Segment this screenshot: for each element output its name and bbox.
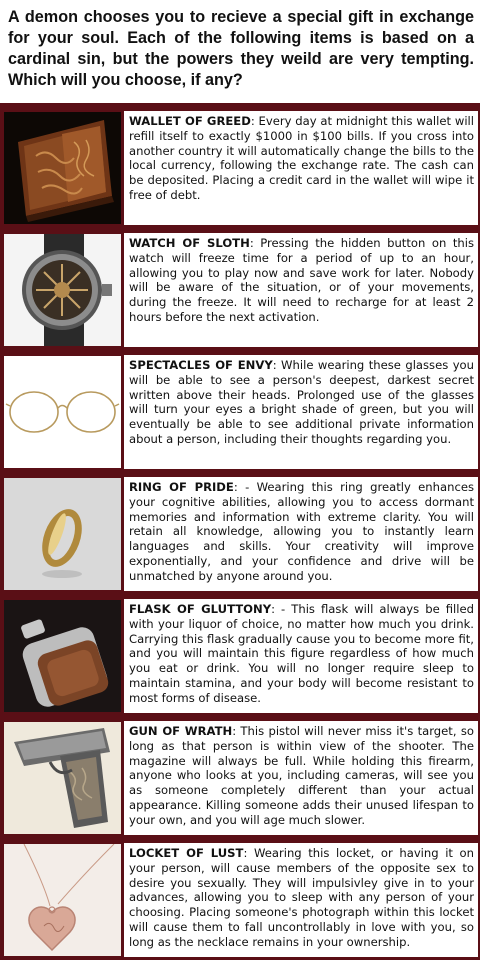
list-item-locket bbox=[0, 840, 480, 960]
locket-image bbox=[4, 844, 121, 956]
locket-description bbox=[124, 843, 478, 957]
ring-body: : - Wearing this ring greatly enhances your cognitive abilities, allowing you to access dormant memories and information with extreme clarity. You will retain all knowledge, allowing you to instantly learn languages and skills. Your creativity will improve exponentially, and your confidence and drive will be unmatched by anyone around you. bbox=[129, 480, 474, 583]
list-item-glasses bbox=[0, 352, 480, 472]
wallet-description bbox=[124, 111, 478, 225]
list-item-flask bbox=[0, 596, 480, 716]
watch-body: : Pressing the hidden button on this watch will freeze time for a period of up to an hour, allowing you to play now and save work for later. Nobody will be aware of the situation, or of your movements, during the freeze. It will need to recharge for at least 2 hours before the next activation. bbox=[129, 236, 475, 324]
list-item-ring bbox=[0, 474, 480, 594]
pistol-body: : This pistol will never miss it's target, so long as that person is within view of the shooter. The magazine will always be full. While holding this firearm, anyone who looks at you, including cameras, will see you as someone completely different than your actual appearance. Killing someone adds their unused lifespan to your own, and you will age much slower. bbox=[129, 724, 474, 827]
watch-image bbox=[4, 234, 121, 346]
intro-header bbox=[0, 0, 480, 103]
intro-text: A demon chooses you to recieve a special gift in exchange for your soul. Each of the following items is based on a cardinal sin, but the powers they weild are very tempting. Which will you choose, if any? bbox=[8, 8, 474, 89]
pistol-description bbox=[124, 721, 478, 835]
watch-description bbox=[124, 233, 478, 347]
pistol-image bbox=[4, 722, 121, 834]
flask-description bbox=[124, 599, 478, 713]
list-item-wallet bbox=[0, 108, 480, 228]
locket-title: LOCKET OF LUST bbox=[129, 846, 244, 860]
ring-description bbox=[124, 477, 478, 591]
list-item-pistol bbox=[0, 718, 480, 838]
glasses-title: SPECTACLES OF ENVY bbox=[129, 358, 273, 372]
flask-body: : - This flask will always be filled with your liquor of choice, no matter how much you drink. Carrying this flask gradually cause you to become more fit, and you will maintain this figure regardless of how much you eat or drink. You will no longer require sleep to maintain stamina, and your body will become resistant to most forms of disease. bbox=[129, 602, 474, 705]
items-list bbox=[0, 103, 480, 960]
list-item-watch bbox=[0, 230, 480, 350]
ring-title: RING OF PRIDE bbox=[129, 480, 234, 494]
watch-title: WATCH OF SLOTH bbox=[129, 236, 250, 250]
wallet-body: : Every day at midnight this wallet will refill itself to exactly $1000 in $100 bills. If you cross into another country it will automatically change the bills to the local currency, following the exchange rate. The cash can be deposited. Placing a credit card in the wallet will wipe it free of debt. bbox=[129, 114, 474, 202]
flask-image bbox=[4, 600, 121, 712]
locket-body: : Wearing this locket, or having it on your person, will cause members of the opposite sex to desire you sexually. They will impulsivley give in to your advances, allowing you to sleep with any person of your choosing. Placing someone's photograph within this locket will cause them to fall uncontrollably in love with you, so long as the necklace remains in your ownership. bbox=[129, 846, 474, 949]
flask-title: FLASK OF GLUTTONY bbox=[129, 602, 272, 616]
wallet-image bbox=[4, 112, 121, 224]
ring-image bbox=[4, 478, 121, 590]
glasses-image bbox=[4, 356, 121, 468]
glasses-body: : While wearing these glasses you will be able to see a person's deepest, darkest secret written above their heads. Prolonged use of the glasses will turn your eyes a bright shade of green, but you will eventually be able to see additional private information about a person, including their thoughts regarding you. bbox=[129, 358, 474, 446]
pistol-title: GUN OF WRATH bbox=[129, 724, 233, 738]
wallet-title: WALLET OF GREED bbox=[129, 114, 251, 128]
glasses-description bbox=[124, 355, 478, 469]
